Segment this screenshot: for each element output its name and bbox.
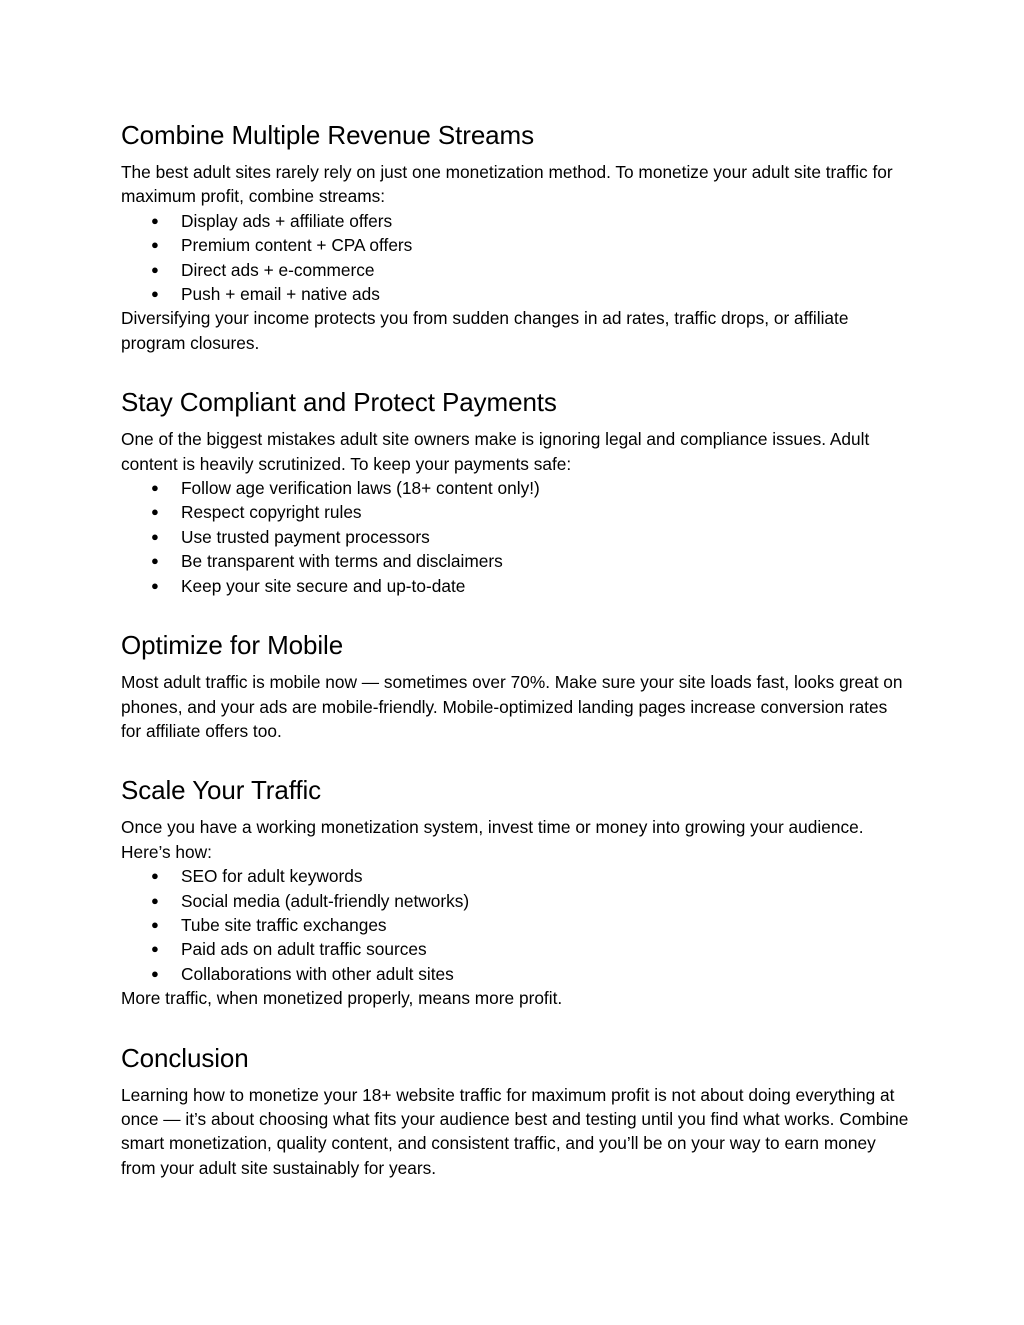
list-item-text: Premium content + CPA offers bbox=[181, 235, 413, 256]
bullet-icon: ● bbox=[151, 504, 159, 520]
section-heading: Stay Compliant and Protect Payments bbox=[121, 387, 557, 418]
bullet-icon: ● bbox=[151, 286, 159, 302]
bullet-icon: ● bbox=[151, 941, 159, 957]
list-item-text: Keep your site secure and up-to-date bbox=[181, 575, 466, 596]
list-item-text: Display ads + affiliate offers bbox=[181, 210, 393, 231]
section-compliance bbox=[121, 384, 911, 598]
list-item bbox=[121, 889, 911, 913]
bullet-icon: ● bbox=[151, 965, 159, 981]
section-intro: The best adult sites rarely rely on just one monetization method. To monetize your adult site traffic for maximum profit, combine streams: bbox=[121, 162, 893, 207]
list-item-text: Push + email + native ads bbox=[181, 284, 380, 305]
list-item bbox=[121, 233, 911, 257]
bullet-icon: ● bbox=[151, 868, 159, 884]
bullet-icon: ● bbox=[151, 577, 159, 593]
list-item bbox=[121, 962, 911, 986]
bullet-icon: ● bbox=[151, 237, 159, 253]
section-outro: More traffic, when monetized properly, means more profit. bbox=[121, 988, 563, 1009]
list-item bbox=[121, 282, 911, 306]
list-item bbox=[121, 864, 911, 888]
list-item bbox=[121, 525, 911, 549]
bullet-icon: ● bbox=[151, 480, 159, 496]
bullet-icon: ● bbox=[151, 261, 159, 277]
list-item-text: Direct ads + e-commerce bbox=[181, 259, 375, 280]
section-intro: Learning how to monetize your 18+ website traffic for maximum profit is not about doing everything at once — it’s about choosing what fits your audience best and testing until you find what works. Combine smart monetization, quality content, and consistent traffic, and you’ll be on your way to earn money from your adult site sustainably for years. bbox=[121, 1084, 909, 1178]
list-item-text: Respect copyright rules bbox=[181, 502, 362, 523]
list-item-text: Paid ads on adult traffic sources bbox=[181, 939, 427, 960]
list-item bbox=[121, 574, 911, 598]
list-item-text: Tube site traffic exchanges bbox=[181, 914, 387, 935]
bullet-icon: ● bbox=[151, 553, 159, 569]
section-mobile bbox=[121, 627, 911, 743]
list-item bbox=[121, 549, 911, 573]
list-item bbox=[121, 500, 911, 524]
list-item-text: Follow age verification laws (18+ content only!) bbox=[181, 478, 540, 499]
section-intro: One of the biggest mistakes adult site owners make is ignoring legal and compliance issues. Adult content is heavily scrutinized. To keep your payments safe: bbox=[121, 429, 870, 474]
bullet-icon: ● bbox=[151, 528, 159, 544]
list-item-text: Be transparent with terms and disclaimers bbox=[181, 551, 503, 572]
section-intro: Once you have a working monetization system, invest time or money into growing your audience. Here’s how: bbox=[121, 817, 864, 862]
bullet-icon: ● bbox=[151, 916, 159, 932]
document-page bbox=[121, 117, 911, 1180]
list-item bbox=[121, 209, 911, 233]
section-heading: Optimize for Mobile bbox=[121, 630, 344, 661]
section-heading: Conclusion bbox=[121, 1042, 249, 1073]
list-item bbox=[121, 913, 911, 937]
section-heading: Scale Your Traffic bbox=[121, 775, 322, 806]
bullet-list bbox=[121, 476, 911, 598]
list-item-text: Social media (adult-friendly networks) bbox=[181, 890, 470, 911]
bullet-list bbox=[121, 209, 911, 307]
list-item-text: SEO for adult keywords bbox=[181, 866, 363, 887]
section-intro: Most adult traffic is mobile now — sometimes over 70%. Make sure your site loads fast, looks great on phones, and your ads are mobile-friendly. Mobile-optimized landing pages increase conversion rates for affiliate offers too. bbox=[121, 672, 903, 741]
list-item-text: Use trusted payment processors bbox=[181, 526, 430, 547]
list-item bbox=[121, 258, 911, 282]
section-scale-traffic bbox=[121, 772, 911, 1010]
section-heading: Combine Multiple Revenue Streams bbox=[121, 120, 534, 150]
section-outro: Diversifying your income protects you from sudden changes in ad rates, traffic drops, or affiliate program closures. bbox=[121, 308, 849, 353]
section-revenue-streams bbox=[121, 117, 911, 355]
section-conclusion bbox=[121, 1040, 911, 1181]
bullet-icon: ● bbox=[151, 892, 159, 908]
list-item-text: Collaborations with other adult sites bbox=[181, 963, 454, 984]
bullet-list bbox=[121, 864, 911, 986]
list-item bbox=[121, 476, 911, 500]
list-item bbox=[121, 937, 911, 961]
bullet-icon: ● bbox=[151, 212, 159, 228]
